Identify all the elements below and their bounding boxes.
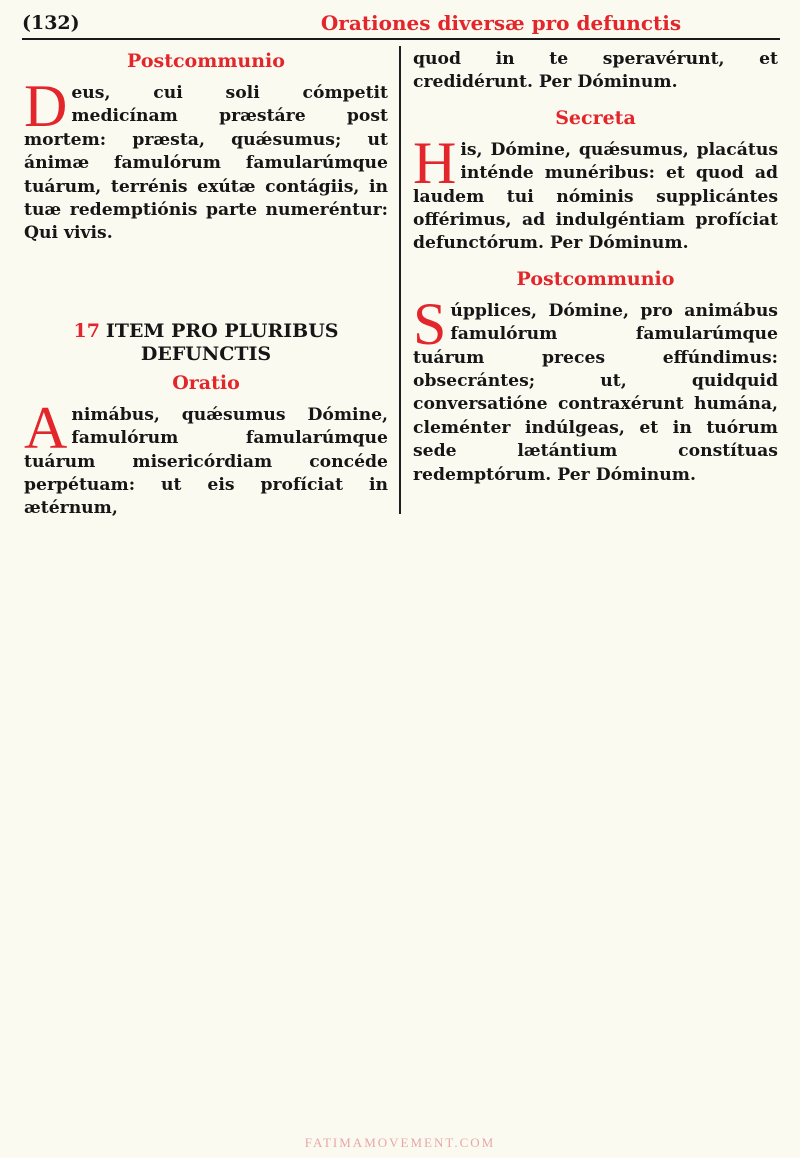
page-number: (132) [22,12,80,34]
drop-cap: A [24,394,68,461]
secreta-text [413,129,778,256]
right-column [413,48,778,487]
left-column [24,48,388,521]
page-header [22,8,780,40]
column-divider [399,46,401,514]
prayer-body: úpplices, Dómine, pro animábus famulórum famularúmque tuárum preces effúndimus: obsecrántes; ut, quidquid conversatióne contraxérunt humána, cleménter indúlgeas, et in tuórum sede lætántium constítuas redemptórum. Per Dóminum. [413,300,778,485]
drop-cap: H [413,129,457,196]
drop-cap: D [24,73,68,139]
prayer-body: nimábus, quǽsumus Dómine, famulórum famularúmque tuárum misericórdiam concéde perpétuam: ut eis profíciat in ætérnum, [24,404,388,519]
postcommunio-text [413,290,778,487]
postcommunio-heading: Postcommunio [516,267,675,290]
prayer-body: is, Dómine, quǽsumus, placátus inténde munéribus: et quod ad laudem tui nóminis supplicántes offérimus, ad indulgéntiam profíciat defunctórum. Per Dóminum. [413,139,778,254]
prayer-body: eus, cui soli cómpetit medicínam præstáre post mortem: præsta, quǽsumus; ut ánimæ famulórum famularúmque tuárum, terrénis exútæ contágiis, in tuæ redemptiónis parte numeréntur: Qui vivis. [24,83,388,244]
section-heading [24,320,388,366]
section-number: 17 [73,319,100,342]
oratio-heading: Oratio [172,371,240,394]
running-title: Orationes diversæ pro defunctis [320,11,682,35]
secreta-heading: Secreta [555,106,636,129]
oratio-text [24,394,388,521]
postcommunio-heading: Postcommunio [127,50,285,72]
section-title-line2: DEFUNCTIS [140,342,272,365]
oratio-continuation: quod in te speravérunt, et credidérunt. Per Dóminum. [413,49,778,93]
watermark: FATIMAMOVEMENT.COM [304,1135,496,1150]
drop-cap: S [413,290,447,357]
postcommunio-text [24,73,388,246]
section-title-line1: ITEM PRO PLURIBUS [105,319,339,342]
